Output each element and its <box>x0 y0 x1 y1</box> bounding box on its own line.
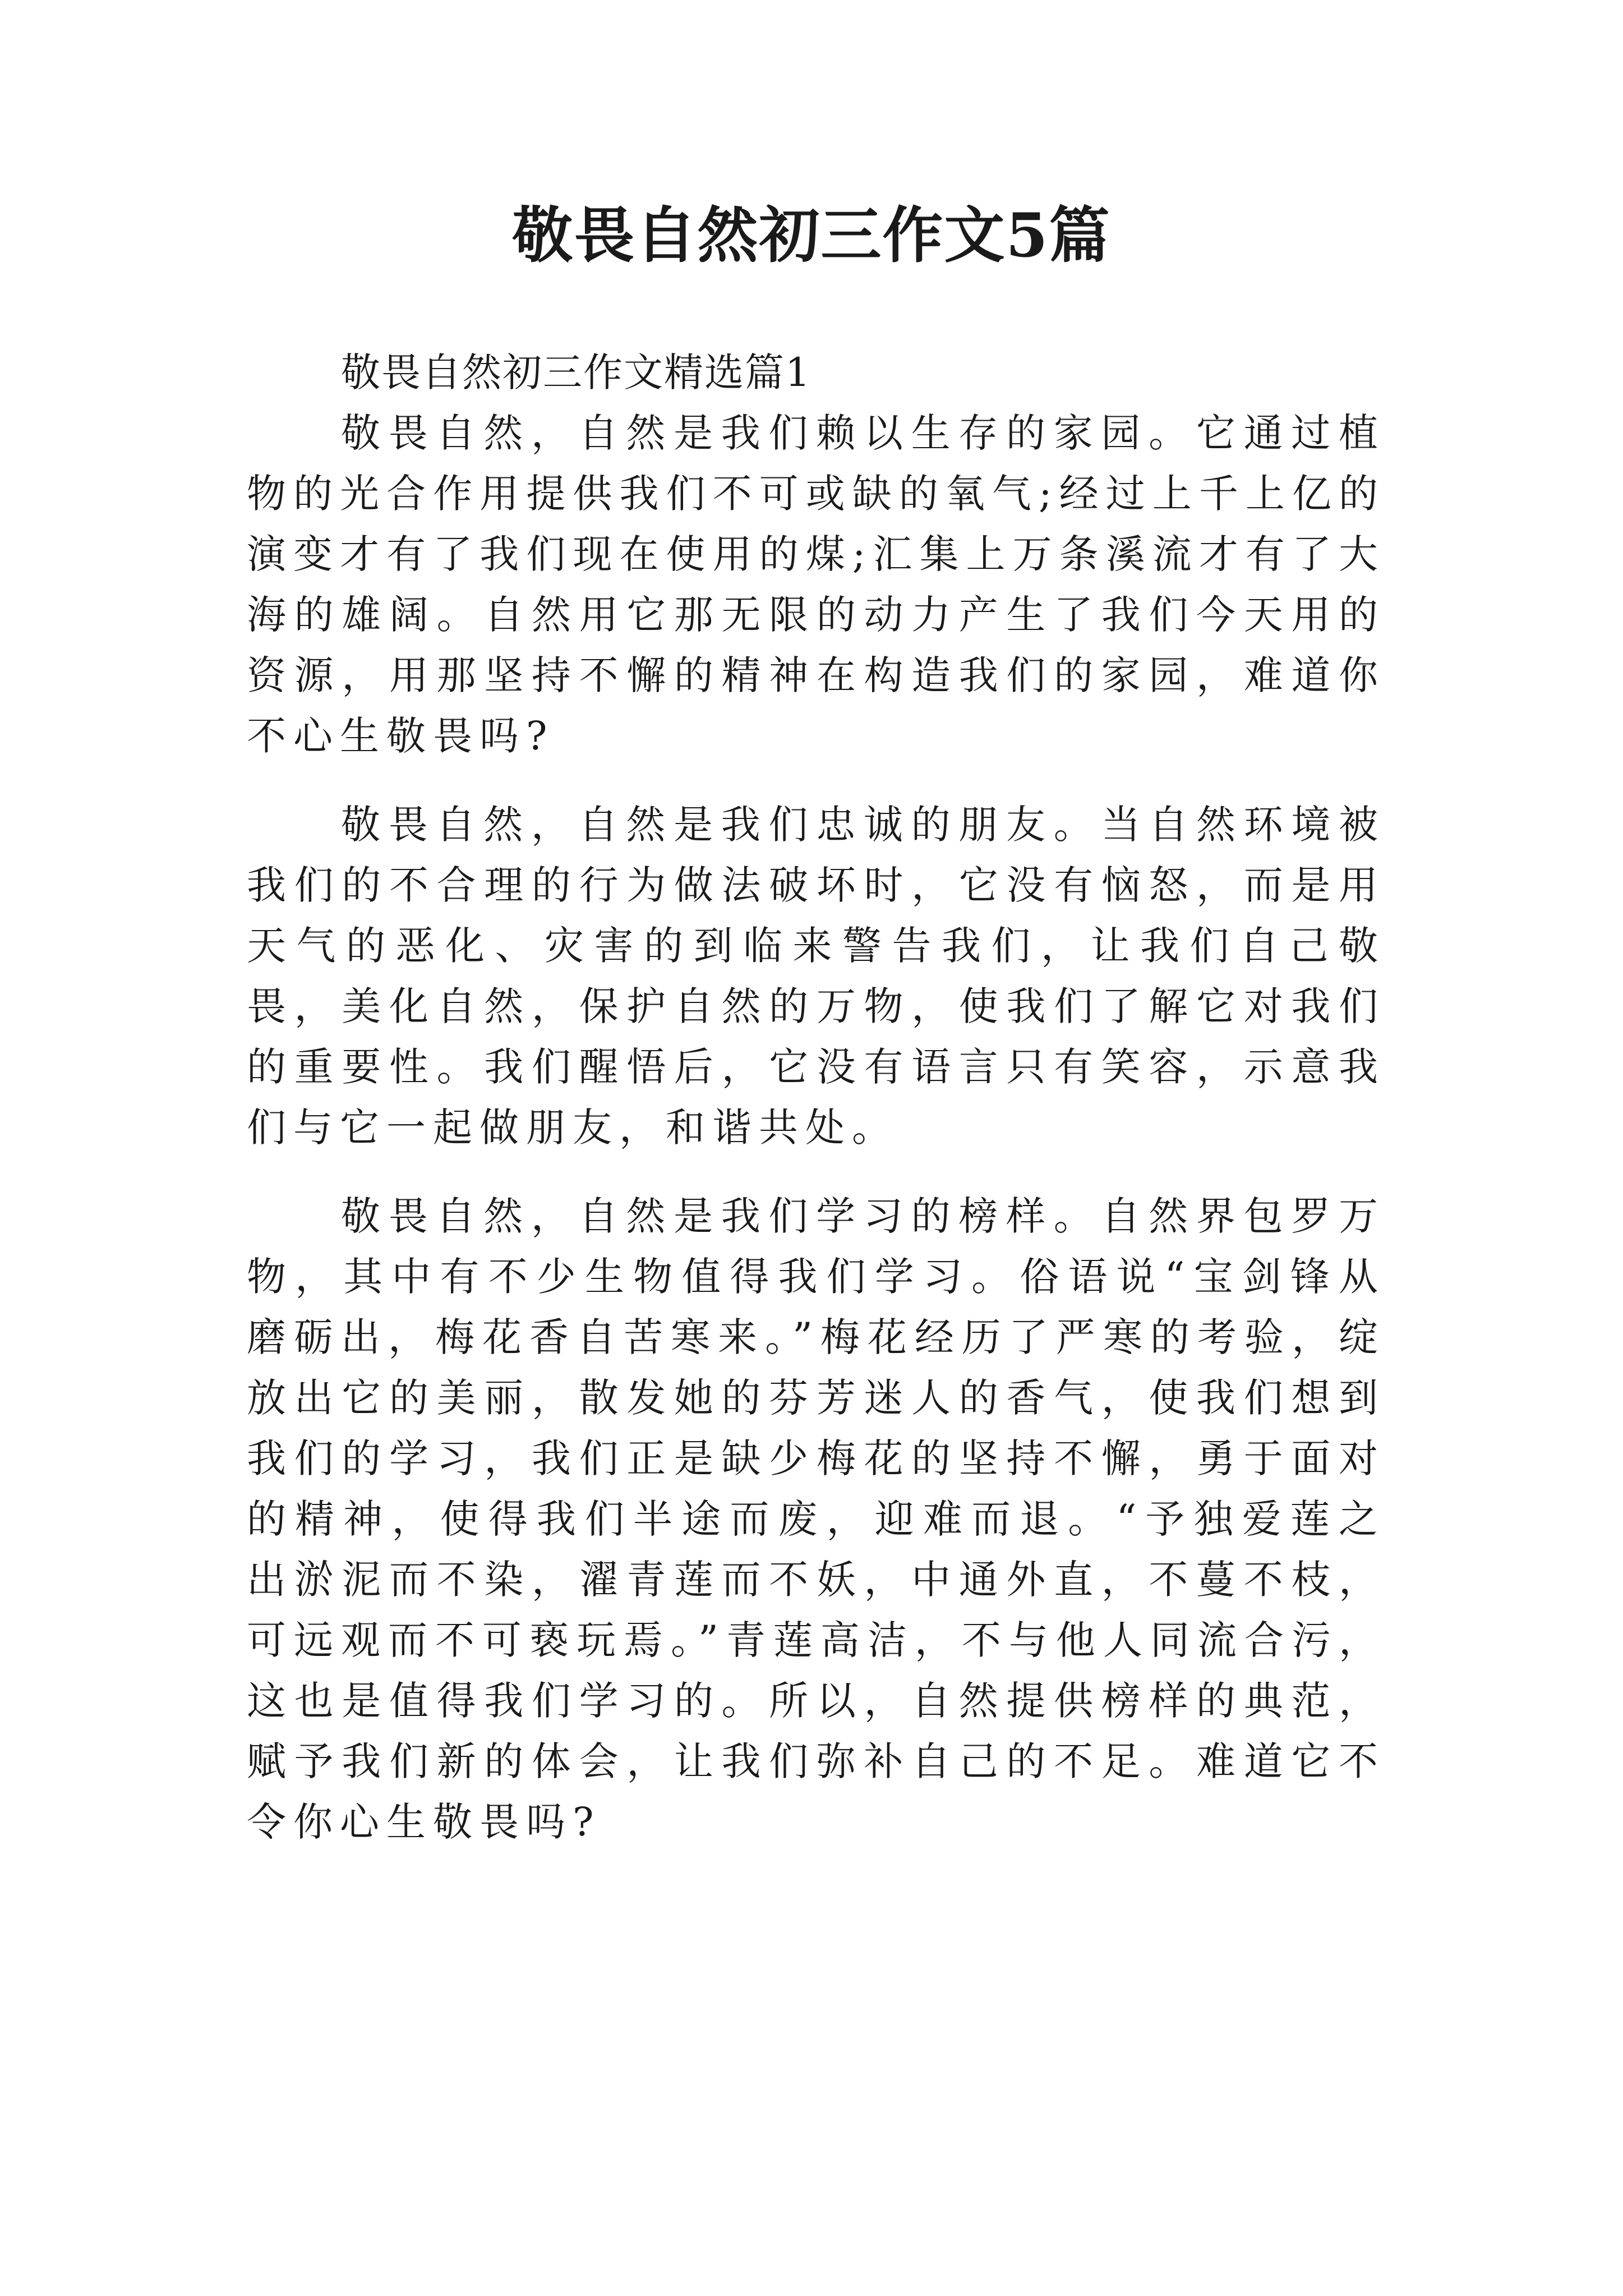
paragraph-1: 敬畏自然，自然是我们赖以生存的家园。它通过植物的光合作用提供我们不可或缺的氧气;经过上千上亿的演变才有了我们现在使用的煤;汇集上万条溪流才有了大海的雄阔。自然用它那无限的动力产生了我们今天用的资源，用那坚持不懈的精神在构造我们的家园，难道你不心生敬畏吗? <box>247 410 1385 759</box>
document-body <box>247 342 1385 1880</box>
document-title: 敬畏自然初三作文5篇 <box>512 200 1111 271</box>
paragraph-2: 敬畏自然，自然是我们忠诚的朋友。当自然环境被我们的不合理的行为做法破坏时，它没有恼怒，而是用天气的恶化、灾害的到临来警告我们，让我们自己敬畏，美化自然，保护自然的万物，使我们了解它对我们的重要性。我们醒悟后，它没有语言只有笑容，示意我们与它一起做朋友，和谐共处。 <box>247 802 1385 1151</box>
section-heading: 敬畏自然初三作文精选篇1 <box>341 349 811 395</box>
paragraph-3: 敬畏自然，自然是我们学习的榜样。自然界包罗万物，其中有不少生物值得我们学习。俗语说“宝剑锋从磨砺出，梅花香自苦寒来。”梅花经历了严寒的考验，绽放出它的美丽，散发她的芬芳迷人的香气，使我们想到我们的学习，我们正是缺少梅花的坚持不懈，勇于面对的精神，使得我们半途而废，迎难而退。“予独爱莲之出淤泥而不染，濯青莲而不妖，中通外直，不蔓不枝，可远观而不可亵玩焉。”青莲高洁，不与他人同流合污，这也是值得我们学习的。所以，自然提供榜样的典范，赋予我们新的体会，让我们弥补自己的不足。难道它不令你心生敬畏吗? <box>247 1193 1385 1845</box>
